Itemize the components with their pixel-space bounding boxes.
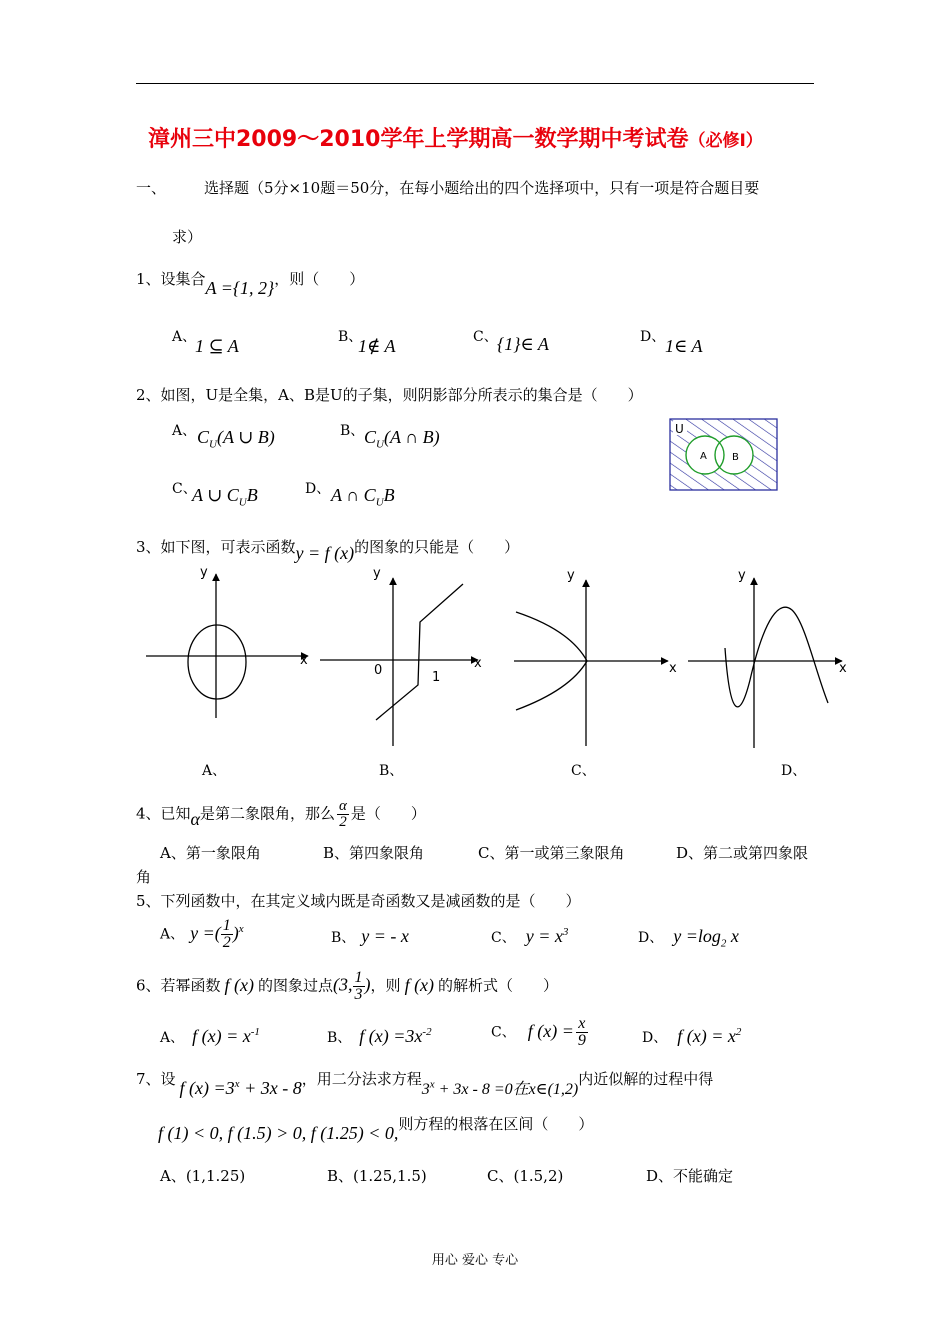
q1-opt-c-label: C、 <box>473 329 498 345</box>
graph-a <box>146 574 308 718</box>
q1-opt-a-label: A、 <box>172 329 197 345</box>
graph-a-x-label: x <box>300 653 308 668</box>
q6-stem: 6、若幂函数 f (x) 的图象过点(3, $\frac{1}{3}$ )，则 f (x) 的解析式（ ） <box>136 969 559 1003</box>
q3-graphs <box>140 560 860 760</box>
q3-label-c: C、 <box>571 763 596 779</box>
q2-opt-c-label: C、 <box>172 481 197 497</box>
graph-d-y-label: y <box>738 568 746 583</box>
q2-opt-b: $C_U(A$ ∩ B) <box>364 427 440 451</box>
graph-c-x-label: x <box>669 661 677 676</box>
section-instructions-cont: 求） <box>172 228 203 246</box>
q7-opt-d: D、不能确定 <box>646 1167 734 1185</box>
q2-opt-d: A ∩ $C_UB$ <box>331 485 395 509</box>
graph-b-tick-1: 1 <box>432 670 441 685</box>
q3-func: y = f (x) <box>295 543 355 563</box>
q1-opt-b-label: B、 <box>338 329 363 345</box>
graph-c-y-label: y <box>567 568 575 583</box>
venn-label-b: B <box>732 452 739 463</box>
q7-condition: f (1) < 0, f (1.5) > 0, f (1.25) < 0,则方程的根落在区间（ ） <box>158 1115 594 1143</box>
q5-opt-a: A、 y =( $\frac{1}{2}$ )$^x$ <box>160 917 244 951</box>
graph-d-curve <box>725 607 828 707</box>
page-title: 漳州三中2009～2010学年上学期高一数学期中考试卷（必修Ⅰ） <box>148 127 763 152</box>
q1-opt-b: 1∉ A <box>358 336 396 356</box>
section-number: 一、 <box>136 179 167 197</box>
q5-opt-d: D、 $y =\log_2$ x <box>638 926 739 950</box>
q1-stem: 1、设集合A ={1, 2}，则（ ） <box>136 270 365 298</box>
q2-opt-d-label: D、 <box>305 481 331 497</box>
q1-opt-a: 1 ⊆ A <box>195 336 239 356</box>
q1-opt-d: 1∈ A <box>665 336 703 356</box>
q3-label-d: D、 <box>781 763 807 779</box>
q4-opt-d-wrap: 角 <box>136 868 152 886</box>
q6-opt-a: A、 f $(x) = x^{-1}$ <box>160 1026 260 1046</box>
q5-stem: 5、下列函数中，在其定义域内既是奇函数又是减函数的是（ ） <box>136 892 581 910</box>
graph-d <box>688 578 842 748</box>
q4-opt-a: A、第一象限角 <box>160 844 261 862</box>
venn-diagram <box>668 418 780 492</box>
q3-label-a: A、 <box>202 763 227 779</box>
graph-b-origin: 0 <box>374 663 383 678</box>
q6-opt-c: C、 f (x) = $\frac{x}{9}$ <box>491 1015 586 1049</box>
graph-b <box>320 578 478 746</box>
q3-stem: 3、如下图，可表示函数y = f (x)的图象的只能是（ ） <box>136 538 520 563</box>
section-instructions: 选择题（5分×10题＝50分，在每小题给出的四个选择项中，只有一项是符合题目要 <box>204 179 760 197</box>
venn-label-a: A <box>700 451 707 462</box>
q6-opt-d: D、 f $(x) = x^2$ <box>642 1026 742 1046</box>
q3-label-b: B、 <box>379 763 404 779</box>
q5-opt-c: C、 $y = x^3$ <box>491 926 569 946</box>
graph-b-curve <box>376 584 463 720</box>
q2-opt-b-label: B、 <box>340 423 365 439</box>
q1-opt-d-label: D、 <box>640 329 666 345</box>
q2-opt-a-label: A、 <box>172 423 197 439</box>
graph-d-x-label: x <box>839 661 847 676</box>
graph-a-ellipse <box>188 625 246 699</box>
q7-stem: 7、设 f $(x) =3^x + 3x - 8$，用二分法求方程$3^x + 3x - 8 =0$在x∈(1,2)内近似解的过程中得 <box>136 1070 714 1098</box>
q1-opt-c: {1}∈ A <box>497 334 549 354</box>
q7-opt-a: A、(1,1.25) <box>160 1167 246 1185</box>
q5-opt-b: B、 y = - x <box>331 926 409 946</box>
q2-opt-c: A ∪ $C_UB$ <box>192 485 258 509</box>
q1-set: A ={1, 2} <box>205 278 275 298</box>
graph-a-y-label: y <box>200 565 208 580</box>
q2-stem: 2、如图，U是全集，A、B是U的子集，则阴影部分所表示的集合是（ ） <box>136 386 643 404</box>
graph-b-y-label: y <box>373 566 381 581</box>
q2-opt-a: $C_U(A$ ∪ B) <box>197 427 275 451</box>
q6-opt-b: B、 f $(x) =3x^{-2}$ <box>327 1026 432 1046</box>
q7-opt-c: C、(1.5,2) <box>487 1167 564 1185</box>
page-footer: 用心 爱心 专心 <box>431 1253 519 1268</box>
graph-c <box>514 580 668 746</box>
q4-opt-d: D、第二或第四象限 <box>676 844 809 862</box>
title-suffix: （必修Ⅰ） <box>688 131 763 151</box>
q4-opt-c: C、第一或第三象限角 <box>478 844 625 862</box>
graph-b-x-label: x <box>474 656 482 671</box>
venn-label-u: U <box>675 422 684 436</box>
q4-opt-b: B、第四象限角 <box>323 844 425 862</box>
q4-stem: 4、已知α是第二象限角，那么 $\frac{\alpha}{2}$ 是（ ） <box>136 798 426 830</box>
q7-opt-b: B、(1.25,1.5) <box>327 1167 427 1185</box>
header-rule <box>136 83 814 84</box>
